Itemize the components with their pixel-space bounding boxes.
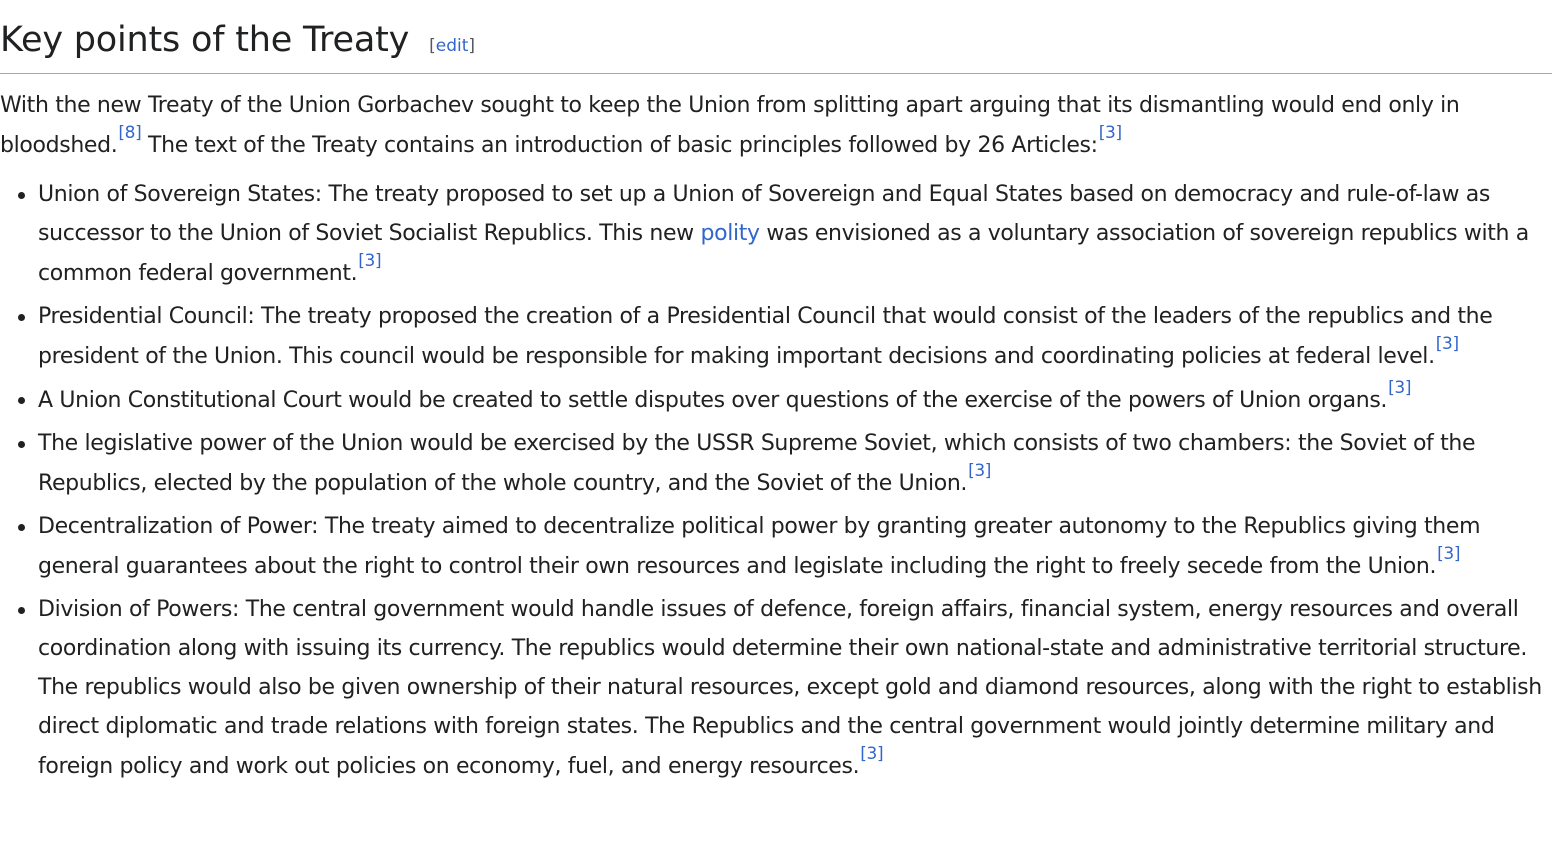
list-item xyxy=(38,590,1552,786)
point-text: The legislative power of the Union would be exercised by the USSR Supreme Soviet, which consists of two chambers: the Soviet of the Republics, elected by the population of the whole country, and the Soviet of the Union. xyxy=(38,431,1476,496)
point-text-after-link: was envisioned as a voluntary association of sovereign republics with a common federal government. xyxy=(38,221,1529,286)
intro-text-2: The text of the Treaty contains an introduction of basic principles followed by 26 Articles: xyxy=(141,133,1098,158)
list-item xyxy=(38,380,1552,420)
point-text-before-link: Union of Sovereign States: The treaty proposed to set up a Union of Sovereign and Equal States based on democracy and rule-of-law as successor to the Union of Soviet Socialist Republics. This new xyxy=(38,182,1490,246)
list-item xyxy=(38,507,1552,586)
bullet-icon xyxy=(18,397,25,404)
bullet-icon xyxy=(18,441,25,448)
key-points-list xyxy=(0,175,1552,786)
edit-section-link-wrapper xyxy=(429,36,475,56)
bullet-icon xyxy=(18,314,25,321)
bullet-icon xyxy=(18,607,25,614)
citation-link[interactable]: [3] xyxy=(968,461,992,481)
citation-link[interactable]: [3] xyxy=(1437,544,1461,564)
citation-link[interactable]: [3] xyxy=(1098,123,1122,143)
intro-text-1: With the new Treaty of the Union Gorbachev sought to keep the Union from splitting apart arguing that its dismantling would end only in bloodshed. xyxy=(0,93,1460,158)
citation-link[interactable]: [3] xyxy=(1388,378,1412,398)
polity-link[interactable]: polity xyxy=(700,221,760,246)
list-item xyxy=(38,175,1552,293)
list-item xyxy=(38,297,1552,376)
section-content xyxy=(0,86,1552,786)
edit-section-link[interactable]: edit xyxy=(435,36,469,56)
bullet-icon xyxy=(18,192,25,199)
citation-link[interactable]: [8] xyxy=(118,123,142,143)
bullet-icon xyxy=(18,524,25,531)
point-text: A Union Constitutional Court would be created to settle disputes over questions of the exercise of the powers of Union organs. xyxy=(38,388,1388,413)
edit-bracket-close: ] xyxy=(468,36,476,56)
list-item xyxy=(38,424,1552,503)
section-title: Key points of the Treaty xyxy=(0,20,410,60)
edit-bracket-open: [ xyxy=(429,36,436,56)
citation-link[interactable]: [3] xyxy=(1435,334,1459,354)
intro-paragraph xyxy=(0,86,1552,165)
citation-link[interactable]: [3] xyxy=(358,251,382,271)
point-text: Presidential Council: The treaty proposed the creation of a Presidential Council that would consist of the leaders of the republics and the president of the Union. This council would be responsible for making important decisions and coordinating policies at federal level. xyxy=(38,304,1493,369)
point-text: Decentralization of Power: The treaty aimed to decentralize political power by granting greater autonomy to the Republics giving them general guarantees about the right to control their own resources and legislate including the right to freely secede from the Union. xyxy=(38,514,1481,579)
point-text: Division of Powers: The central government would handle issues of defence, foreign affairs, financial system, energy resources and overall coordination along with issuing its currency. The republics would determine their own national-state and administrative territorial structure. The republics would also be given ownership of their natural resources, except gold and diamond resources, along with the right to establish direct diplomatic and trade relations with foreign states. The Republics and the central government would jointly determine military and foreign policy and work out policies on economy, fuel, and energy resources. xyxy=(38,597,1542,779)
citation-link[interactable]: [3] xyxy=(860,744,884,764)
section-heading xyxy=(0,0,1552,74)
